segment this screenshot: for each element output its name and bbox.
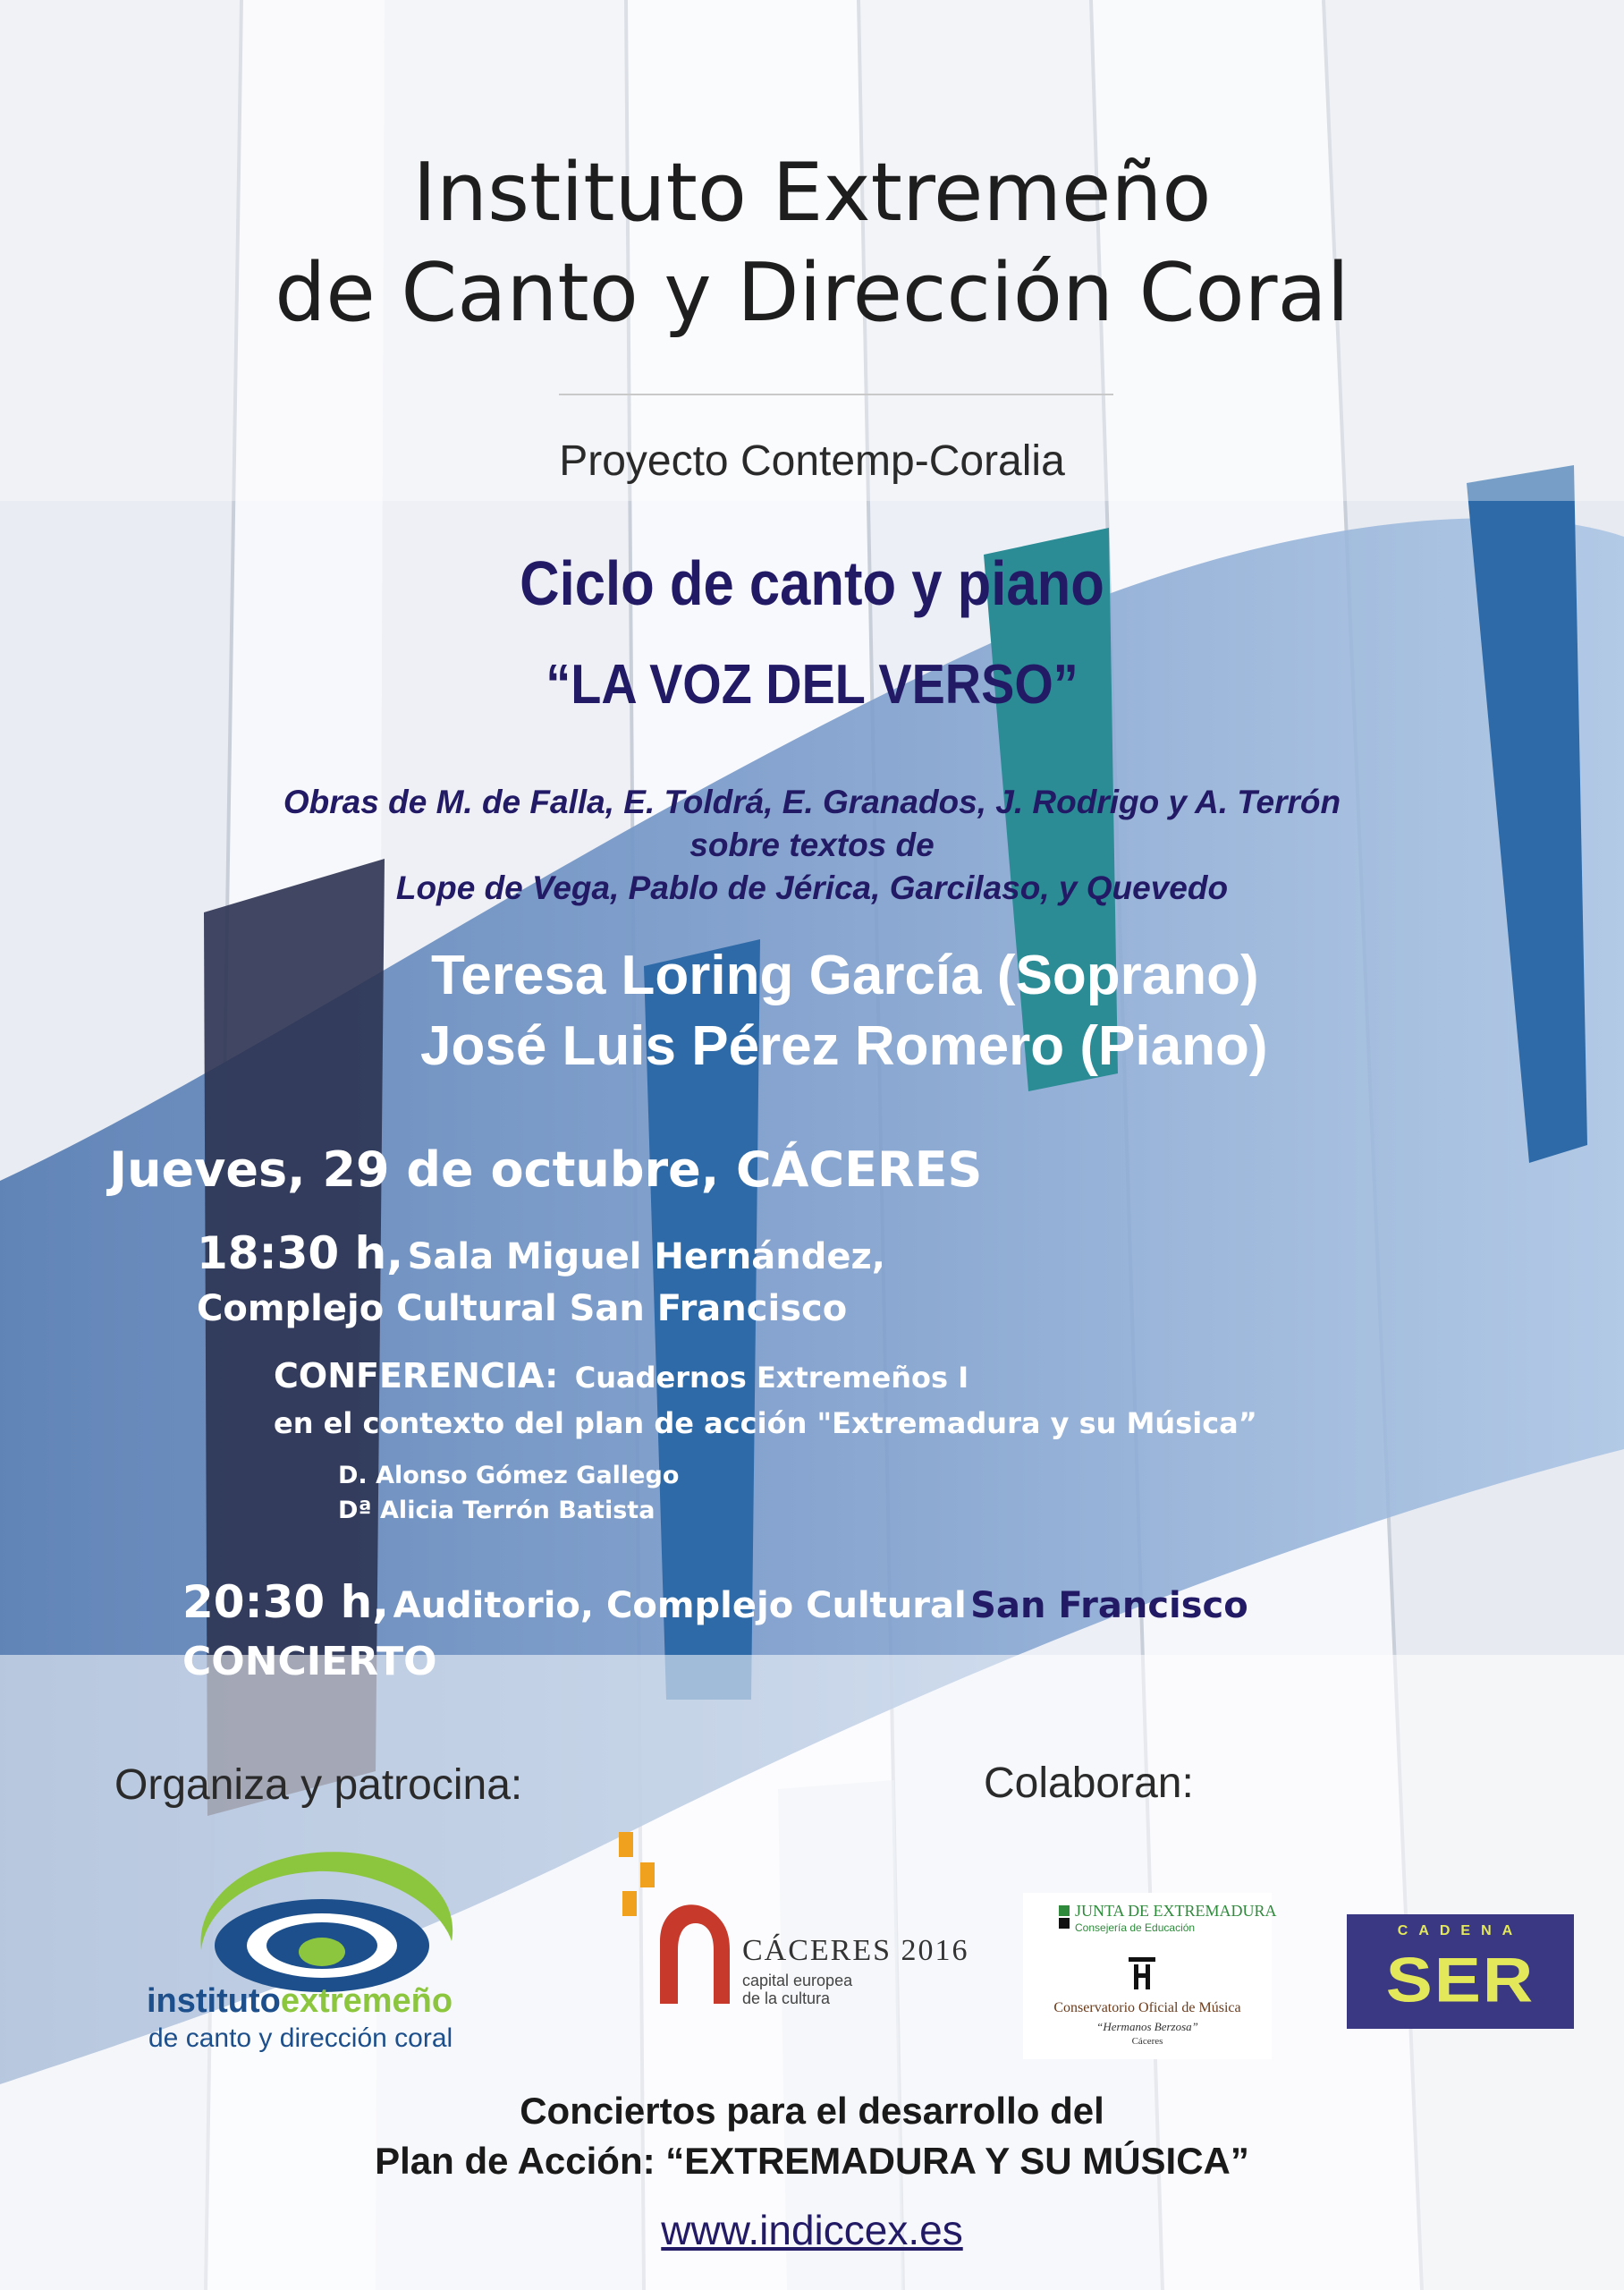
project-name: Proyecto Contemp-Coralia [559, 437, 1065, 485]
speaker-1: D. Alonso Gómez Gallego [338, 1462, 680, 1489]
session1-topic: Cuadernos Extremeños I [574, 1361, 969, 1395]
session2-line [182, 1576, 1248, 1628]
works-line-2: sobre textos de [689, 827, 935, 863]
session2-place: Auditorio, Complejo Cultural [393, 1585, 967, 1626]
instituto-logo-word1: instituto [147, 1982, 281, 2020]
session1-venue: Complejo Cultural San Francisco [197, 1288, 848, 1329]
colaboran-label: Colaboran: [984, 1760, 1194, 1807]
session1-context: en el contexto del plan de acción "Extremadura y su Música” [274, 1406, 1257, 1440]
session1-type-line [274, 1356, 968, 1395]
cycle-title: Ciclo de canto y piano [520, 548, 1104, 618]
instituto-logo-name [147, 1982, 453, 2021]
session1-type: CONFERENCIA: [274, 1356, 559, 1395]
speaker-2: Dª Alicia Terrón Batista [338, 1497, 656, 1524]
works-line-1: Obras de M. de Falla, E. Toldrá, E. Granados, J. Rodrigo y A. Terrón [283, 784, 1341, 820]
event-date: Jueves, 29 de octubre, CÁCERES [109, 1141, 983, 1198]
caceres-logo-line1: capital europea [742, 1972, 853, 1989]
caceres-logo-mark [615, 1825, 749, 2022]
junta-logo-line5: Cáceres [1131, 2036, 1163, 2047]
instituto-logo-mark [143, 1834, 501, 1995]
junta-logo-square-green [1059, 1905, 1070, 1916]
performer-soprano: Teresa Loring García (Soprano) [431, 945, 1259, 1006]
conservatorio-emblem-icon [1129, 1957, 1155, 1989]
caceres-2016-logo [615, 1825, 991, 2022]
junta-logo-square-black [1059, 1918, 1070, 1929]
cadena-ser-logo [1347, 1914, 1574, 2029]
performer-piano: José Luis Pérez Romero (Piano) [420, 1015, 1268, 1077]
session1-line [197, 1227, 885, 1279]
ser-logo-top: CADENA [1397, 1923, 1524, 1938]
works-line-3: Lope de Vega, Pablo de Jérica, Garcilaso, y Quevedo [395, 869, 1229, 906]
caceres-logo-line2: de la cultura [742, 1989, 831, 2007]
session2-type: CONCIERTO [182, 1639, 437, 1684]
session1-time: 18:30 h, [197, 1227, 404, 1279]
header-divider [559, 394, 1113, 395]
instituto-logo-word2: extremeño [280, 1982, 453, 2020]
junta-logo-line1: JUNTA DE EXTREMADURA [1075, 1902, 1277, 1920]
title-line-1: Instituto Extremeño [412, 146, 1212, 240]
junta-extremadura-logo [1023, 1893, 1277, 2059]
junta-logo-line2: Consejería de Educación [1075, 1921, 1196, 1934]
session2-time: 20:30 h, [182, 1576, 390, 1628]
footer-line-2: Plan de Acción: “EXTREMADURA Y SU MÚSICA” [375, 2140, 1249, 2182]
cycle-subtitle: “LA VOZ DEL VERSO” [546, 654, 1078, 716]
organiza-label: Organiza y patrocina: [114, 1761, 523, 1809]
website-link[interactable]: www.indiccex.es [661, 2207, 963, 2253]
ser-logo-main: SER [1385, 1944, 1535, 2015]
instituto-logo [143, 1834, 501, 2075]
instituto-logo-subtitle: de canto y dirección coral [148, 2023, 453, 2053]
junta-logo-line3: Conservatorio Oficial de Música [1053, 2000, 1241, 2015]
session2-place-highlight: San Francisco [970, 1585, 1248, 1626]
footer-line-1: Conciertos para el desarrollo del [520, 2090, 1104, 2132]
title-line-2: de Canto y Dirección Coral [275, 246, 1349, 340]
session1-place: Sala Miguel Hernández, [407, 1236, 885, 1277]
junta-logo-line4: “Hermanos Berzosa” [1096, 2020, 1198, 2033]
caceres-logo-name: CÁCERES 2016 [742, 1934, 969, 1967]
